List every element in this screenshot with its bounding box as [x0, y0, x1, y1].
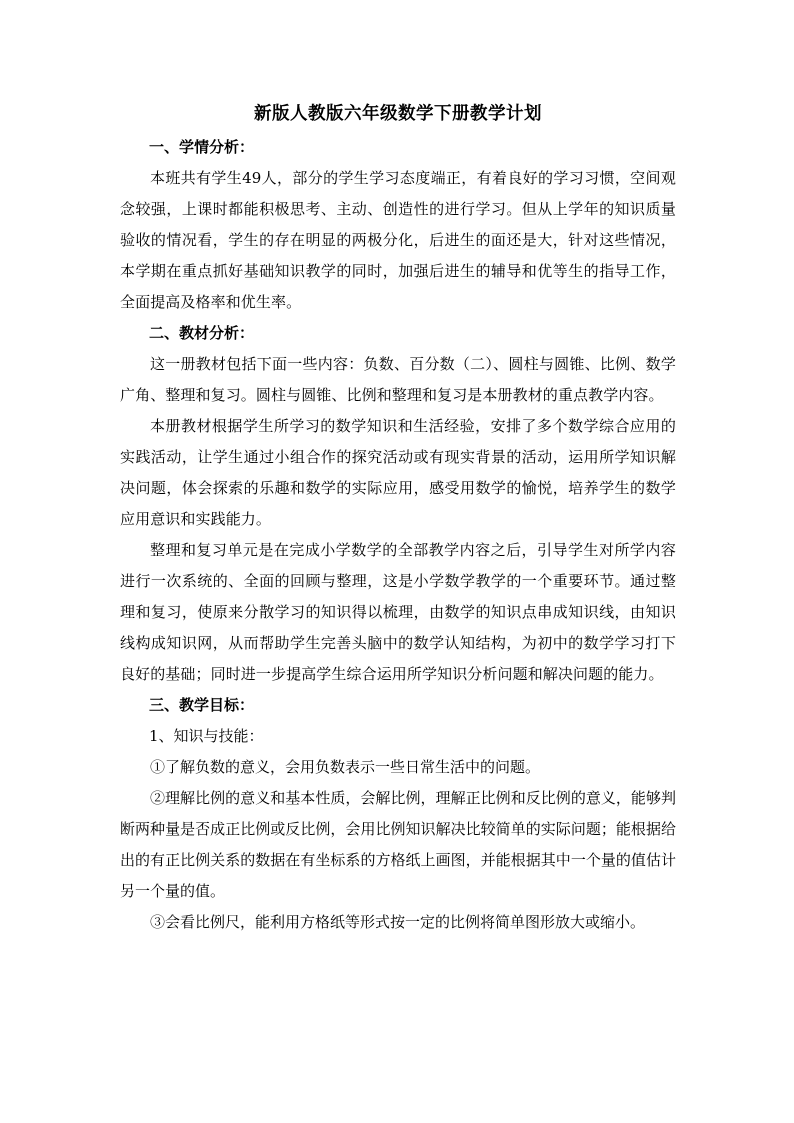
section-heading: 二、教材分析：	[149, 324, 255, 342]
section-teaching-goals	[120, 690, 676, 938]
section-heading: 三、教学目标：	[149, 696, 255, 714]
paragraph: 本班共有学生49人，部分的学生学习态度端正，有着良好的学习习惯，空间观念较强，上课时都能积极思考、主动、创造性的进行学习。但从上学年的知识质量验收的情况看，学生的存在明显的两极分化，后进生的面还是大，针对这些情况，本学期在重点抓好基础知识教学的同时，加强后进生的辅导和优等生的指导工作，全面提高及格率和优生率。	[120, 169, 676, 311]
goal-item: ②理解比例的意义和基本性质，会解比例，理解正比例和反比例的意义，能够判断两种量是否成正比例或反比例，会用比例知识解决比较简单的实际问题；能根据给出的有正比例关系的数据在有坐标系的方格纸上画图，并能根据其中一个量的值估计另一个量的值。	[120, 789, 676, 900]
paragraph: 本册教材根据学生所学习的数学知识和生活经验，安排了多个数学综合应用的实践活动，让学生通过小组合作的探究活动或有现实背景的活动，运用所学知识解决问题，体会探索的乐趣和数学的实际应用，感受用数学的愉悦，培养学生的数学应用意识和实践能力。	[120, 417, 676, 528]
document-title: 新版人教版六年级数学下册教学计划	[254, 104, 542, 124]
paragraph: 这一册教材包括下面一些内容：负数、百分数（二）、圆柱与圆锥、比例、数学广角、整理和复习。圆柱与圆锥、比例和整理和复习是本册教材的重点教学内容。	[120, 355, 676, 404]
sub-heading: 1、知识与技能：	[149, 727, 264, 745]
document-page	[120, 96, 676, 938]
goal-item: ③会看比例尺，能利用方格纸等形式按一定的比例将简单图形放大或缩小。	[150, 913, 646, 931]
paragraph: 整理和复习单元是在完成小学数学的全部教学内容之后，引导学生对所学内容进行一次系统的、全面的回顾与整理，这是小学数学教学的一个重要环节。通过整理和复习，使原来分散学习的知识得以梳理，由数学的知识点串成知识线，由知识线构成知识网，从而帮助学生完善头脑中的数学认知结构，为初中的数学学习打下良好的基础；同时进一步提高学生综合运用所学知识分析问题和解决问题的能力。	[120, 541, 676, 683]
section-heading: 一、学情分析：	[149, 138, 255, 156]
goal-item: ①了解负数的意义，会用负数表示一些日常生活中的问题。	[150, 758, 541, 776]
section-textbook-analysis	[120, 318, 676, 690]
section-learning-analysis	[120, 132, 676, 318]
